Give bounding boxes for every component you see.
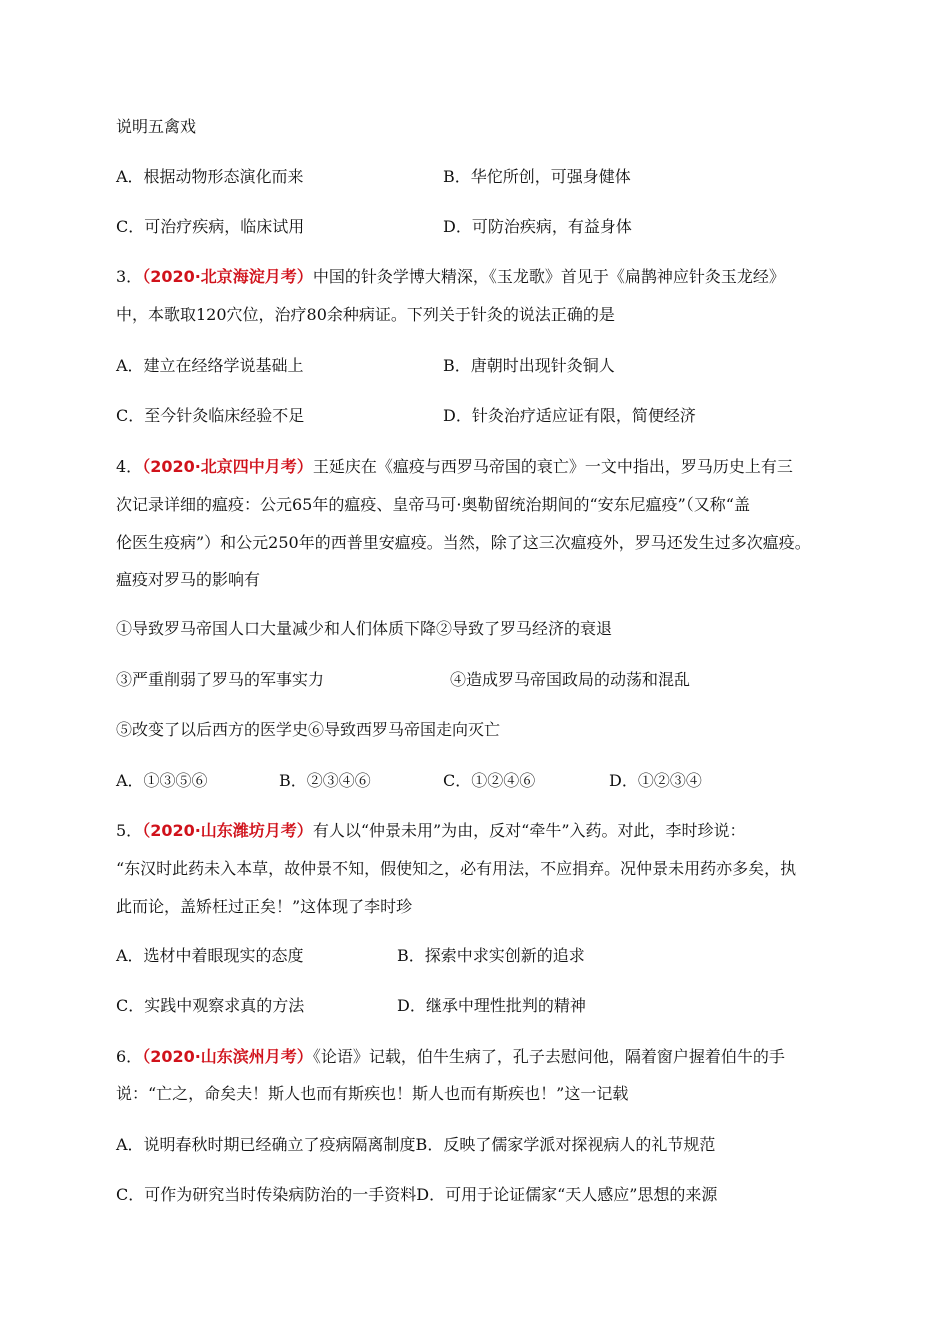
q6-number: 6． [116, 1047, 143, 1066]
q5-option-b: B．探索中求实创新的追求 [397, 946, 585, 965]
q4-option-b: B．②③④⑥ [279, 771, 371, 790]
q4-source: （2020·北京四中月考） [142, 457, 313, 476]
q3-option-d: D．针灸治疗适应证有限，简便经济 [443, 406, 696, 425]
q5-stem-line-1 [116, 820, 746, 842]
q3-option-c: C．至今针灸临床经验不足 [116, 406, 305, 425]
q6-text-1: 《论语》记载，伯牛生病了，孔子去慰问他，隔着窗户握着伯牛的手 [312, 1047, 785, 1066]
q4-stem-line-1 [116, 456, 793, 478]
q2-stem-tail: 说明五禽戏 [116, 117, 197, 136]
q4-items-1-2: ①导致罗马帝国人口大量减少和人们体质下降②导致了罗马经济的衰退 [116, 619, 613, 638]
q3-stem-line-1 [116, 266, 785, 288]
q5-option-a: A．选材中着眼现实的态度 [116, 946, 304, 965]
q5-option-c: C．实践中观察求真的方法 [116, 996, 305, 1015]
q6-options-a-b: A．说明春秋时期已经确立了疫病隔离制度B．反映了儒家学派对探视病人的礼节规范 [116, 1135, 716, 1154]
q3-option-b: B．唐朝时出现针灸铜人 [443, 356, 615, 375]
q6-options-c-d: C．可作为研究当时传染病防治的一手资料D．可用于论证儒家“天人感应”思想的来源 [116, 1185, 718, 1204]
q5-number: 5． [116, 821, 143, 840]
q3-option-a: A．建立在经络学说基础上 [116, 356, 304, 375]
q4-number: 4． [116, 457, 143, 476]
q4-stem-line-2: 次记录详细的瘟疫：公元65年的瘟疫、皇帝马可·奥勒留统治期间的“安东尼瘟疫”（又称“盖 [116, 495, 750, 514]
q6-source: （2020·山东滨州月考） [142, 1047, 313, 1066]
q4-items-5-6: ⑤改变了以后西方的医学史⑥导致西罗马帝国走向灭亡 [116, 720, 501, 739]
q4-item-4: ④造成罗马帝国政局的动荡和混乱 [450, 670, 691, 689]
q2-option-c: C．可治疗疾病，临床试用 [116, 217, 305, 236]
q2-option-b: B．华佗所创，可强身健体 [443, 167, 631, 186]
q2-option-d: D．可防治疾病，有益身体 [443, 217, 632, 236]
q4-option-c: C．①②④⑥ [443, 771, 536, 790]
q4-option-a: A．①③⑤⑥ [116, 771, 208, 790]
q5-stem-line-3: 此而论，盖矫枉过正矣！”这体现了李时珍 [116, 897, 413, 916]
q3-stem-line-2: 中，本歌取120穴位，治疗80余种病证。下列关于针灸的说法正确的是 [116, 305, 615, 324]
q4-text-1: 王延庆在《瘟疫与西罗马帝国的衰亡》一文中指出，罗马历史上有三 [312, 457, 793, 476]
q5-stem-line-2: “东汉时此药未入本草，故仲景不知，假使知之，必有用法，不应捐弃。况仲景未用药亦多矣，执 [116, 859, 797, 878]
q4-option-d: D．①②③④ [609, 771, 702, 790]
q4-item-3: ③严重削弱了罗马的军事实力 [116, 670, 325, 689]
q3-number: 3． [116, 267, 143, 286]
q6-stem-line-1 [116, 1046, 785, 1068]
q3-source: （2020·北京海淀月考） [142, 267, 313, 286]
q5-source: （2020·山东潍坊月考） [142, 821, 313, 840]
q2-option-a: A．根据动物形态演化而来 [116, 167, 304, 186]
q5-text-1: 有人以“仲景未用”为由，反对“牵牛”入药。对此，李时珍说： [312, 821, 746, 840]
q3-text-1: 中国的针灸学博大精深，《玉龙歌》首见于《扁鹊神应针灸玉龙经》 [312, 267, 785, 286]
q4-stem-line-3: 伦医生疫病”）和公元250年的西普里安瘟疫。当然，除了这三次瘟疫外，罗马还发生过多次瘟疫。 [116, 533, 811, 552]
q5-option-d: D．继承中理性批判的精神 [397, 996, 586, 1015]
q6-stem-line-2: 说：“亡之，命矣夫！斯人也而有斯疾也！斯人也而有斯疾也！”这一记载 [116, 1084, 629, 1103]
q4-stem-line-4: 瘟疫对罗马的影响有 [116, 570, 261, 589]
